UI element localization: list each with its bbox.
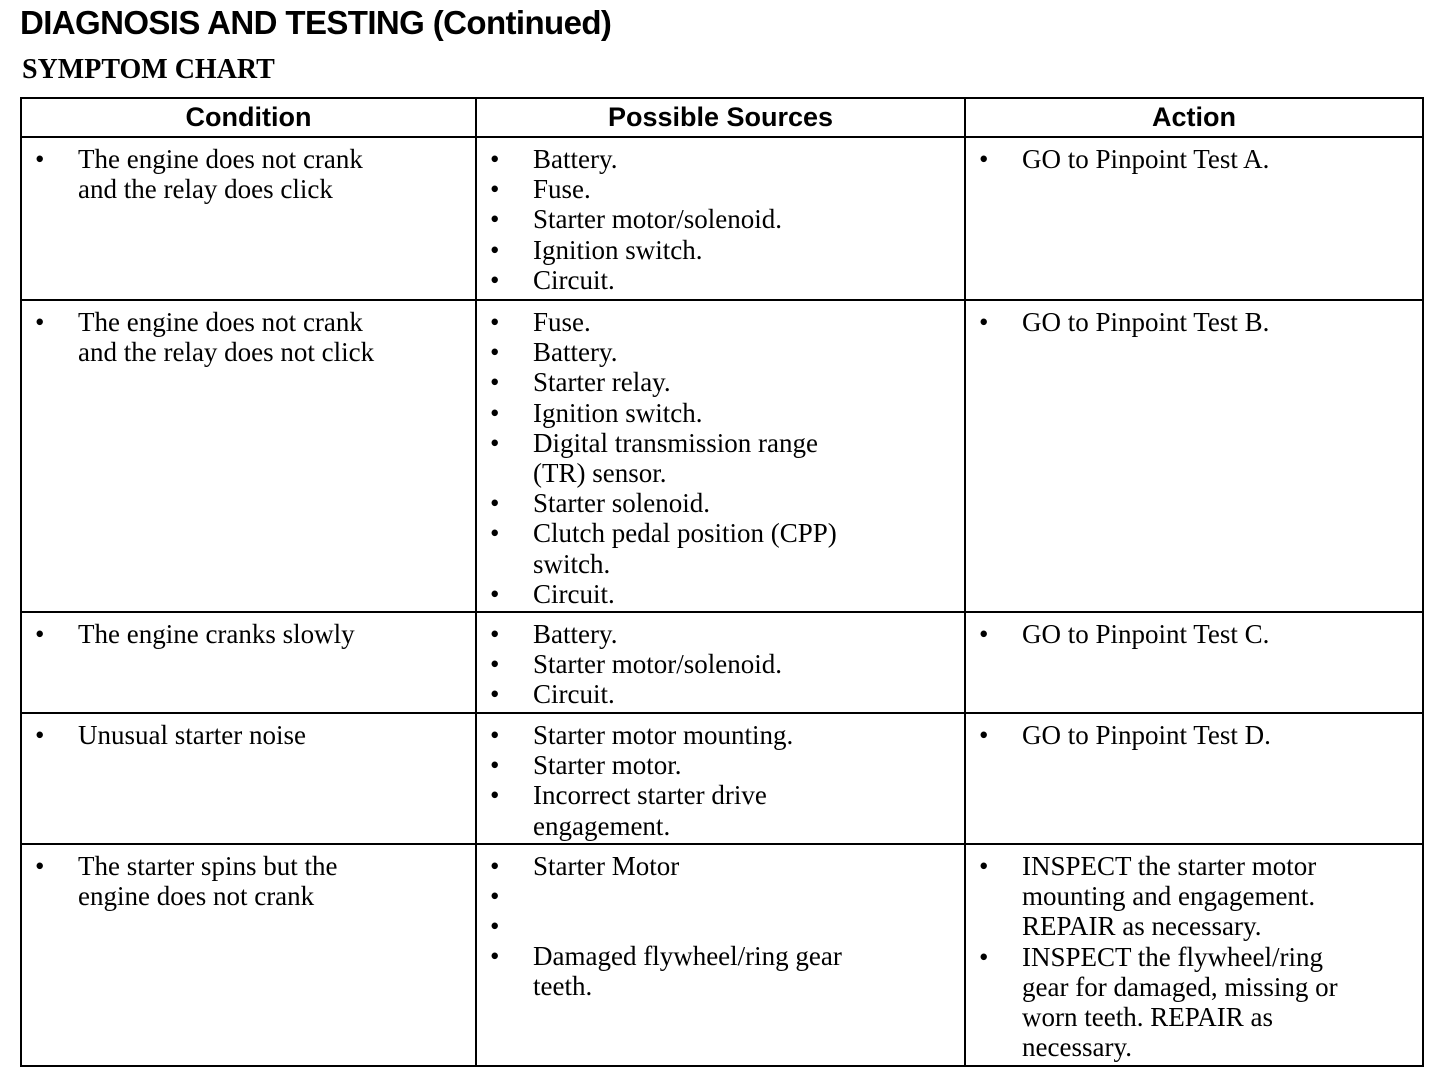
condition-cell: [21, 300, 476, 612]
action-cell: [965, 612, 1423, 713]
sources-cell: [476, 300, 965, 612]
list-item: • Battery.: [487, 337, 958, 367]
list-item: [976, 851, 1416, 942]
list-item: • Starter motor/solenoid.: [487, 649, 958, 679]
list-item: • Circuit.: [487, 679, 958, 709]
sources-cell: [476, 844, 965, 1066]
action-text: INSPECT the starter motor: [1022, 851, 1317, 882]
list-item: • Battery.: [487, 144, 958, 174]
source-text: engagement.: [533, 810, 671, 841]
table-row: [21, 137, 1423, 300]
table-row: [21, 713, 1423, 844]
condition-text: The starter spins but the: [78, 851, 338, 882]
sources-cell: [476, 612, 965, 713]
table-row: [21, 300, 1423, 612]
list-item: • GO to Pinpoint Test A.: [976, 144, 1416, 174]
source-text: Incorrect starter drive: [533, 780, 767, 811]
list-item: [32, 144, 469, 204]
source-text: teeth.: [533, 971, 593, 1002]
list-item: • Starter motor.: [487, 750, 958, 780]
symptom-chart-table: [20, 97, 1424, 1067]
sources-cell: [476, 713, 965, 844]
action-text: mounting and engagement.: [1022, 881, 1316, 912]
condition-text: and the relay does not click: [78, 337, 375, 368]
list-item: • GO to Pinpoint Test C.: [976, 619, 1416, 649]
list-item: [487, 518, 958, 578]
list-item: • The engine cranks slowly: [32, 619, 469, 649]
action-text: gear for damaged, missing or: [1022, 971, 1338, 1002]
list-item: • Ignition switch.: [487, 398, 958, 428]
condition-cell: [21, 844, 476, 1066]
action-cell: [965, 300, 1423, 612]
source-text: switch.: [533, 548, 611, 579]
list-spacer: [487, 881, 958, 911]
list-item: • Ignition switch.: [487, 235, 958, 265]
list-item: • GO to Pinpoint Test D.: [976, 720, 1416, 750]
source-text: (TR) sensor.: [533, 458, 667, 489]
action-cell: [965, 137, 1423, 300]
list-item: • Unusual starter noise: [32, 720, 469, 750]
action-text: INSPECT the flywheel/ring: [1022, 941, 1323, 972]
list-item: [32, 851, 469, 911]
condition-text: The engine does not crank: [78, 307, 363, 337]
condition-cell: [21, 612, 476, 713]
list-item: [32, 307, 469, 367]
table-row: [21, 844, 1423, 1066]
list-item: • Circuit.: [487, 579, 958, 609]
list-item: [976, 942, 1416, 1063]
list-item: • Fuse.: [487, 174, 958, 204]
table-header-row: [21, 98, 1423, 137]
condition-text: The engine does not crank: [78, 144, 363, 174]
condition-text: and the relay does click: [78, 174, 333, 205]
list-item: [487, 780, 958, 840]
condition-text: engine does not crank: [78, 881, 315, 912]
source-text: Digital transmission range: [533, 427, 818, 458]
table-row: [21, 612, 1423, 713]
list-item: • Starter solenoid.: [487, 488, 958, 518]
action-cell: [965, 713, 1423, 844]
condition-cell: [21, 137, 476, 300]
list-spacer: [487, 911, 958, 941]
list-item: [487, 428, 958, 488]
source-text: Clutch pedal position (CPP): [533, 518, 837, 549]
list-item: • GO to Pinpoint Test B.: [976, 307, 1416, 337]
action-cell: [965, 844, 1423, 1066]
condition-cell: [21, 713, 476, 844]
list-item: • Starter relay.: [487, 367, 958, 397]
action-text: necessary.: [1022, 1032, 1132, 1063]
list-item: • Starter Motor: [487, 851, 958, 881]
chart-title: SYMPTOM CHART: [22, 54, 275, 85]
action-text: REPAIR as necessary.: [1022, 911, 1262, 942]
list-item: • Circuit.: [487, 265, 958, 295]
column-header-possible-sources: Possible Sources: [476, 98, 965, 137]
column-header-action: Action: [965, 98, 1423, 137]
column-header-condition: Condition: [21, 98, 476, 137]
action-text: worn teeth. REPAIR as: [1022, 1002, 1273, 1033]
page-title: DIAGNOSIS AND TESTING (Continued): [20, 4, 612, 41]
list-item: • Starter motor/solenoid.: [487, 204, 958, 234]
sources-cell: [476, 137, 965, 300]
list-item: [487, 941, 958, 1001]
list-item: • Fuse.: [487, 307, 958, 337]
source-text: Damaged flywheel/ring gear: [533, 941, 842, 972]
list-item: • Starter motor mounting.: [487, 720, 958, 750]
list-item: • Battery.: [487, 619, 958, 649]
